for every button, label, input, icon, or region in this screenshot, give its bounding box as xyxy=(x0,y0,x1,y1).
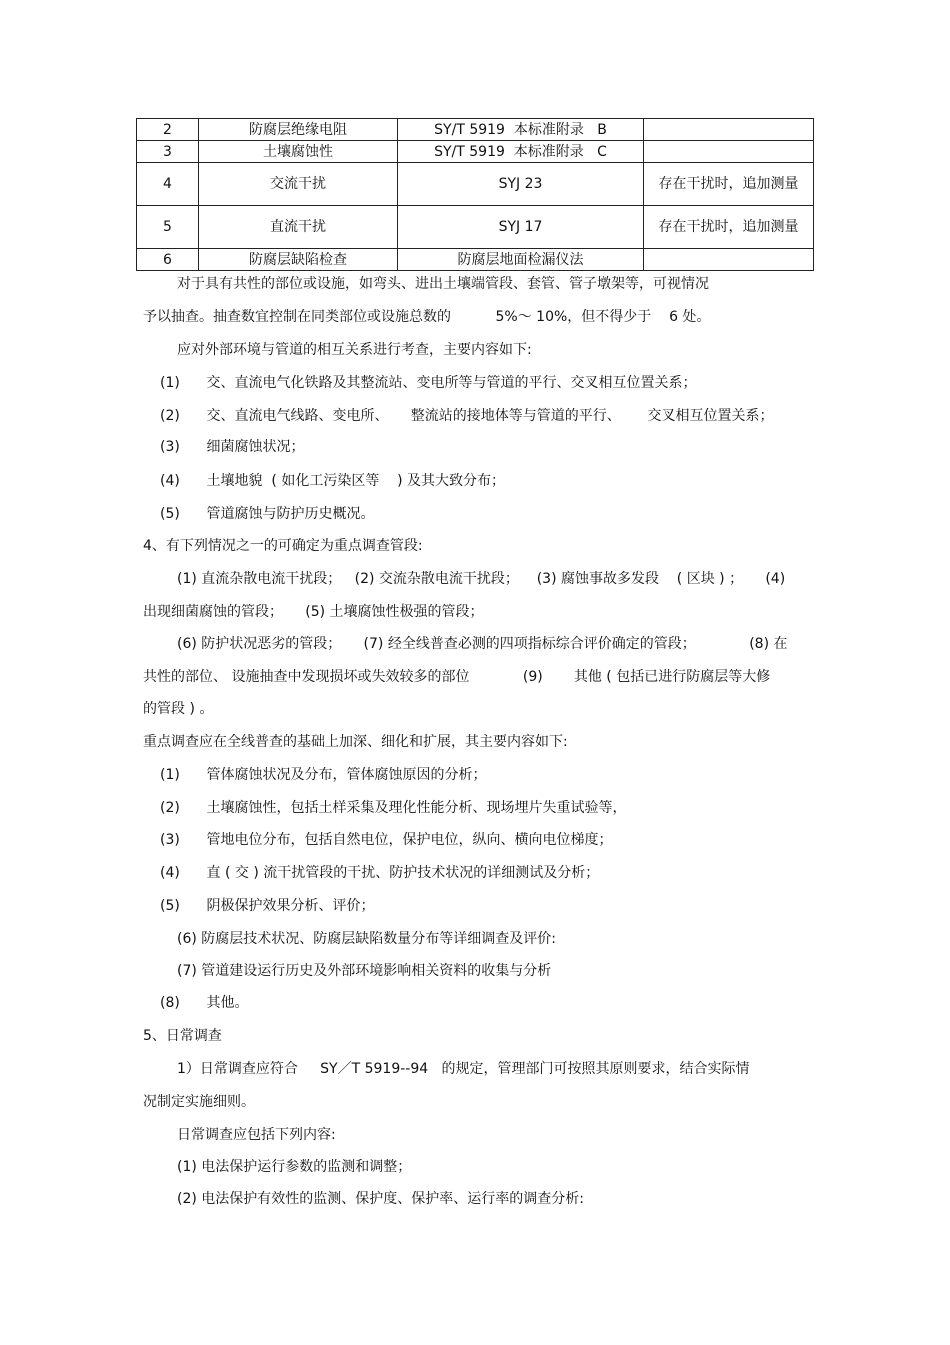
list-item: (4) 直 ( 交 ) 流干扰管段的干扰、防护技术状况的详细测试及分析； xyxy=(160,865,600,881)
table-row xyxy=(137,119,814,141)
row-item: 交流干扰 xyxy=(199,163,398,206)
row-method: 防腐层地面检漏仪法 xyxy=(398,249,644,271)
row-item: 防腐层缺陷检查 xyxy=(199,249,398,271)
paragraph-line: 对于具有共性的部位或设施，如弯头、进出土壤端管段、套管、管子墩架等，可视情况 xyxy=(177,276,709,292)
row-item: 防腐层绝缘电阻 xyxy=(199,119,398,141)
table-row xyxy=(137,249,814,271)
paragraph-line: 重点调查应在全线普查的基础上加深、细化和扩展，其主要内容如下: xyxy=(143,734,568,750)
paragraph-line: 应对外部环境与管道的相互关系进行考查，主要内容如下: xyxy=(177,342,532,358)
table-row xyxy=(137,163,814,206)
list-item: (2) 土壤腐蚀性，包括土样采集及理化性能分析、现场埋片失重试验等， xyxy=(160,800,627,816)
test-items-table xyxy=(136,118,814,271)
list-item: (4) 土壤地貌 ( 如化工污染区等 ) 及其大致分布； xyxy=(160,473,506,489)
row-note xyxy=(644,119,814,141)
paragraph-line: 的管段 ) 。 xyxy=(143,701,214,717)
row-item: 土壤腐蚀性 xyxy=(199,141,398,163)
row-number: 6 xyxy=(137,249,199,271)
section-heading: 5、日常调查 xyxy=(143,1028,222,1044)
row-number: 2 xyxy=(137,119,199,141)
list-item: (5) 阴极保护效果分析、评价； xyxy=(160,898,375,914)
paragraph-line: 况制定实施细则。 xyxy=(143,1094,255,1110)
list-item: (6) 防腐层技术状况、防腐层缺陷数量分布等详细调查及评价: xyxy=(177,931,556,947)
list-item: (1) 电法保护运行参数的监测和调整； xyxy=(177,1159,412,1175)
row-note xyxy=(644,141,814,163)
row-method: SY/T 5919 本标准附录 B xyxy=(398,119,644,141)
list-item: (3) 细菌腐蚀状况； xyxy=(160,439,305,455)
table-row xyxy=(137,206,814,249)
row-number: 4 xyxy=(137,163,199,206)
table-row xyxy=(137,141,814,163)
list-item: (8) 其他。 xyxy=(160,995,249,1011)
row-note: 存在干扰时，追加测量 xyxy=(644,163,814,206)
row-method: SYJ 17 xyxy=(398,206,644,249)
list-item: (1) 交、直流电气化铁路及其整流站、变电所等与管道的平行、交叉相互位置关系； xyxy=(160,375,697,391)
list-item: (2) 交、直流电气线路、变电所、 整流站的接地体等与管道的平行、 交叉相互位置关系； xyxy=(160,408,774,424)
list-item: (2) 电法保护有效性的监测、保护度、保护率、运行率的调查分析: xyxy=(177,1191,584,1207)
list-item: (7) 管道建设运行历史及外部环境影响相关资料的收集与分析 xyxy=(177,963,552,979)
paragraph-line: (6) 防护状况恶劣的管段； (7) 经全线普查必测的四项指标综合评价确定的管段； (8) 在 xyxy=(177,636,788,652)
paragraph-line: 出现细菌腐蚀的管段； (5) 土壤腐蚀性极强的管段； xyxy=(143,604,484,620)
paragraph-line: 1）日常调查应符合 SY／T 5919--94 的规定，管理部门可按照其原则要求，结合实际情 xyxy=(177,1061,750,1077)
list-item: (3) 管地电位分布，包括自然电位，保护电位，纵向、横向电位梯度； xyxy=(160,832,613,848)
row-note: 存在干扰时，追加测量 xyxy=(644,206,814,249)
section-heading: 4、有下列情况之一的可确定为重点调查管段: xyxy=(143,538,423,554)
row-note xyxy=(644,249,814,271)
list-item: (5) 管道腐蚀与防护历史概况。 xyxy=(160,506,375,522)
row-method: SY/T 5919 本标准附录 C xyxy=(398,141,644,163)
paragraph-line: 日常调查应包括下列内容: xyxy=(177,1127,336,1143)
list-item: (1) 管体腐蚀状况及分布，管体腐蚀原因的分析； xyxy=(160,767,487,783)
row-number: 3 xyxy=(137,141,199,163)
paragraph-line: 予以抽查。抽查数宜控制在同类部位或设施总数的 5%～ 10%，但不得少于 6 处。 xyxy=(143,309,711,325)
row-item: 直流干扰 xyxy=(199,206,398,249)
paragraph-line: (1) 直流杂散电流干扰段； (2) 交流杂散电流干扰段； (3) 腐蚀事故多发段 ( 区块 ) ； (4) xyxy=(177,571,786,587)
row-number: 5 xyxy=(137,206,199,249)
paragraph-line: 共性的部位、 设施抽查中发现损坏或失效较多的部位 (9) 其他 ( 包括已进行防腐层等大修 xyxy=(143,669,771,685)
row-method: SYJ 23 xyxy=(398,163,644,206)
